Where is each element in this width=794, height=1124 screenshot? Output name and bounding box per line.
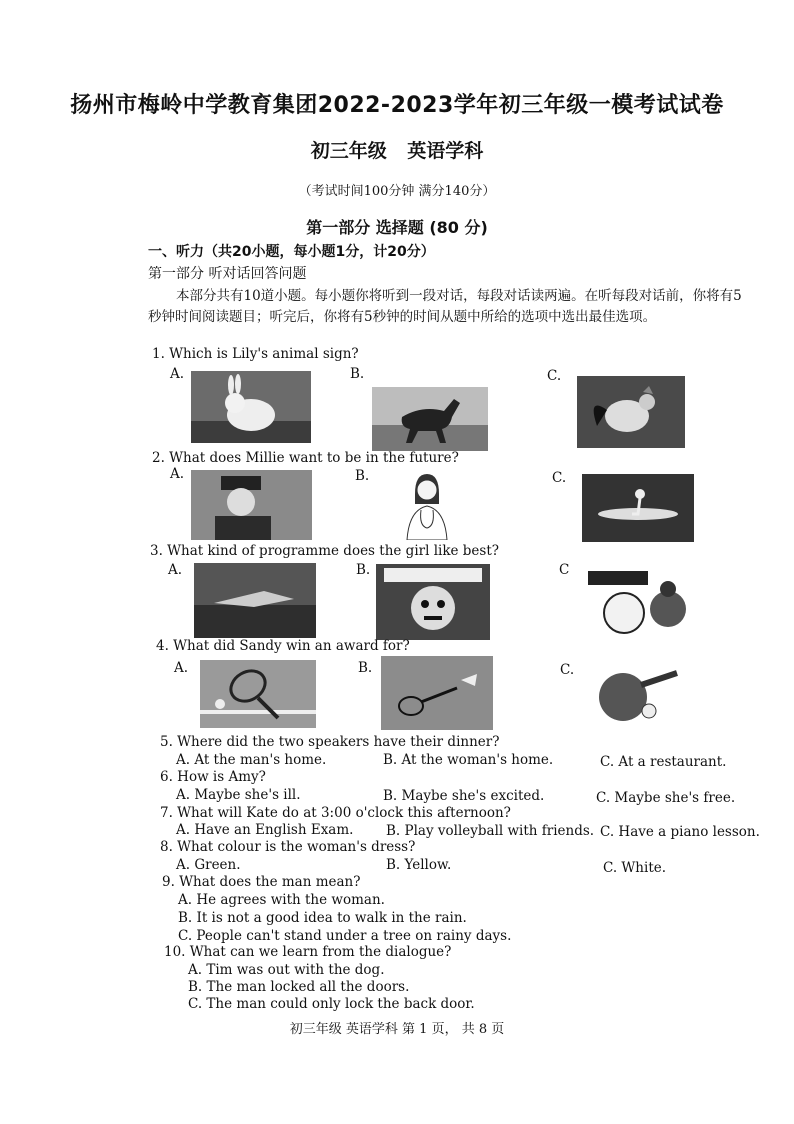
question-text: 4. What did Sandy win an award for? [156, 638, 410, 654]
question-text: 8. What colour is the woman's dress? [160, 839, 416, 855]
option-label: B. [356, 562, 371, 578]
tennis-image [200, 660, 316, 728]
option-b: B. Maybe she's excited. [383, 788, 545, 804]
option-b: B. Play volleyball with friends. [386, 823, 595, 839]
exam-subtitle: 初三年级 英语学科 [310, 140, 484, 162]
option-a: A. Green. [176, 857, 241, 873]
question-text: 1. Which is Lily's animal sign? [152, 346, 359, 362]
option-label: C [559, 562, 570, 578]
rabbit-image [191, 371, 311, 443]
page-footer: 初三年级 英语学科 第 1 页， 共 8 页 [289, 1022, 505, 1037]
option-label: C. [560, 662, 575, 678]
option-a: A. Maybe she's ill. [176, 787, 301, 803]
option-label: B. [358, 660, 373, 676]
dancer-image [582, 474, 694, 542]
table-tennis-image [585, 663, 693, 727]
instructions: 本部分共有10道小题。每小题你将听到一段对话，每段对话读两遍。在听每段对话前，你将有5秒钟时间阅读题目；听完后，你将有5秒钟的时间从题中所给的选项中选出最佳选项。 [148, 288, 742, 325]
subsection-heading: 第一部分 听对话回答问题 [148, 266, 307, 282]
question-text: 9. What does the man mean? [162, 874, 361, 890]
question-text: 2. What does Millie want to be in the future? [152, 450, 459, 466]
comedy-show-image [376, 564, 490, 640]
option-b: B. Yellow. [386, 857, 452, 873]
question-text: 5. Where did the two speakers have their dinner? [160, 734, 500, 750]
part-title: 第一部分 选择题 (80 分) [306, 218, 488, 237]
option-b: B. It is not a good idea to walk in the rain. [178, 910, 467, 926]
option-b: B. At the woman's home. [383, 752, 554, 768]
option-label: C. [552, 470, 567, 486]
option-c: C. People can't stand under a tree on rainy days. [178, 928, 512, 944]
option-a: A. He agrees with the woman. [178, 892, 385, 908]
doctor-image [397, 470, 457, 540]
exam-title: 扬州市梅岭中学教育集团2022-2023学年初三年级一模考试试卷 [70, 93, 724, 118]
option-c: C. Have a piano lesson. [600, 824, 760, 840]
question-text: 10. What can we learn from the dialogue? [164, 944, 452, 960]
section-heading: 一、听力（共20小题，每小题1分，计20分） [148, 244, 435, 260]
police-officer-image [191, 470, 312, 540]
option-c: C. The man could only lock the back door. [188, 996, 475, 1012]
option-label: C. [547, 368, 562, 384]
option-c: C. White. [603, 860, 667, 876]
option-label: B. [350, 366, 365, 382]
question-text: 3. What kind of programme does the girl like best? [150, 543, 500, 559]
option-b: B. The man locked all the doors. [188, 979, 410, 995]
question-text: 7. What will Kate do at 3:00 o'clock this afternoon? [160, 805, 511, 821]
option-c: C. At a restaurant. [600, 754, 727, 770]
question-text: 6. How is Amy? [160, 769, 266, 785]
option-c: C. Maybe she's free. [596, 790, 736, 806]
option-label: A. [170, 366, 185, 382]
option-label: A. [170, 466, 185, 482]
option-a: A. Have an English Exam. [176, 822, 354, 838]
badminton-image [381, 656, 493, 730]
documentary-image [194, 563, 316, 638]
horse-image [372, 387, 488, 451]
option-label: A. [168, 562, 183, 578]
exam-time-note: （考试时间100分钟 满分140分） [298, 184, 496, 199]
option-label: B. [355, 468, 370, 484]
cartoon-image [584, 567, 702, 639]
option-a: A. At the man's home. [176, 752, 327, 768]
option-label: A. [174, 660, 189, 676]
rooster-image [577, 376, 685, 448]
option-a: A. Tim was out with the dog. [188, 962, 385, 978]
